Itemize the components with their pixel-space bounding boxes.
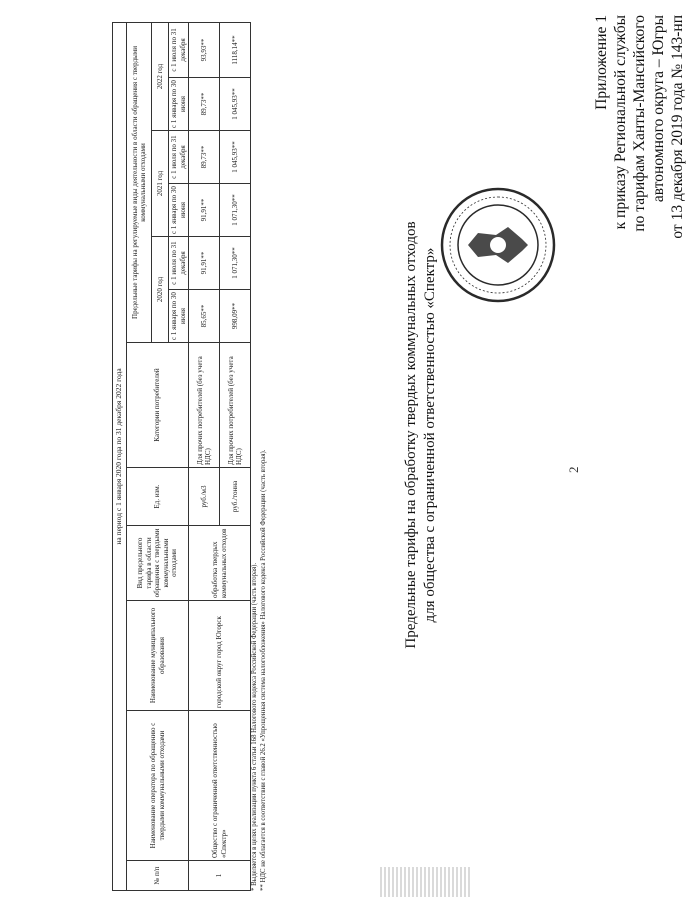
header-year-2020: 2020 год xyxy=(152,237,169,343)
tariff-table xyxy=(112,22,251,891)
footnote-1: * Выделяется в целях реализации пункта 6 статьи 168 Налогового кодекса Российской Федерации (часть вторая). xyxy=(251,562,258,891)
row-category-1: Для прочих потребителей (без учета НДС) xyxy=(189,343,220,468)
title-line-1: Предельные тарифы на обработку твердых коммунальных отходов xyxy=(403,221,419,649)
row2-value-6: 1118,14** xyxy=(220,22,251,77)
header-period-6: с 1 июля по 31 декабря xyxy=(169,22,189,77)
official-seal-icon xyxy=(438,185,558,305)
row-activity: обработка твердых коммунальных отходов xyxy=(189,526,251,601)
page-number: 2 xyxy=(566,466,581,473)
header-tariffs-group: Предельные тарифы на регулируемые виды деятельности в области обращения с твердыми коммунальными отходами xyxy=(127,22,152,342)
table-period: на период с 1 января 2020 года по 31 декабря 2022 года xyxy=(113,22,127,890)
appendix-line-5: от 13 декабря 2019 года № 143-нп xyxy=(669,15,686,239)
appendix-note xyxy=(592,15,687,285)
document-title xyxy=(402,155,440,715)
table-row xyxy=(189,22,220,890)
header-municipality: Наименование муниципального образования xyxy=(127,601,189,711)
row-operator: Общество с ограниченной ответственностью «Спектр» xyxy=(189,711,251,861)
row-num: 1 xyxy=(189,861,251,891)
row1-value-2: 91,91** xyxy=(189,237,220,290)
header-period-2: с 1 июля по 31 декабря xyxy=(169,237,189,290)
header-period-5: с 1 января по 30 июня xyxy=(169,78,189,131)
header-year-2021: 2021 год xyxy=(152,131,169,237)
header-operator: Наименование оператора по обращению с твердыми коммунальными отходами xyxy=(127,711,189,861)
header-period-4: с 1 июля по 31 декабря xyxy=(169,131,189,184)
row1-value-4: 89,73** xyxy=(189,131,220,184)
row1-value-5: 89,73** xyxy=(189,78,220,131)
appendix-line-1: Приложение 1 xyxy=(593,15,610,110)
row2-value-3: 1 071,30** xyxy=(220,184,251,237)
header-year-2022: 2022 год xyxy=(152,22,169,130)
row2-value-5: 1 045,93** xyxy=(220,78,251,131)
footnote-2: ** НДС не облагается в соответствии с главой 26.2 «Упрощенная система налогообложения» Налогового кодекса Российской Федерации (часть вторая). xyxy=(260,449,267,891)
row-unit-2: руб./тонна xyxy=(220,468,251,526)
title-line-2: для общества с ограниченной ответственностью «Спектр» xyxy=(422,247,438,623)
header-period-3: с 1 января по 30 июня xyxy=(169,184,189,237)
appendix-line-3: по тарифам Ханты-Мансийского xyxy=(631,15,648,232)
header-unit: Ед. изм. xyxy=(127,468,189,526)
row-municipality: городской округ город Югорск xyxy=(189,601,251,711)
row-unit-1: руб./м3 xyxy=(189,468,220,526)
row1-value-3: 91,91** xyxy=(189,184,220,237)
appendix-line-4: автономного округа – Югры xyxy=(650,15,667,203)
header-category: Категории потребителей xyxy=(127,343,189,468)
row2-value-2: 1 071,30** xyxy=(220,237,251,290)
tariff-table-wrap xyxy=(112,23,251,891)
header-num: № п/п xyxy=(127,861,189,891)
footnotes xyxy=(250,23,268,891)
row1-value-6: 93,93** xyxy=(189,22,220,77)
row1-value-1: 85,65** xyxy=(189,290,220,343)
appendix-line-2: к приказу Региональной службы xyxy=(612,15,629,230)
header-period-1: с 1 января по 30 июня xyxy=(169,290,189,343)
row2-value-1: 998,09** xyxy=(220,290,251,343)
header-activity: Вид предельного тарифа в области обращения с твердыми коммунальными отходами xyxy=(127,526,189,601)
row2-value-4: 1 045,93** xyxy=(220,131,251,184)
row-category-2: Для прочих потребителей (без учета НДС) xyxy=(220,343,251,468)
scan-artifact xyxy=(380,867,470,897)
